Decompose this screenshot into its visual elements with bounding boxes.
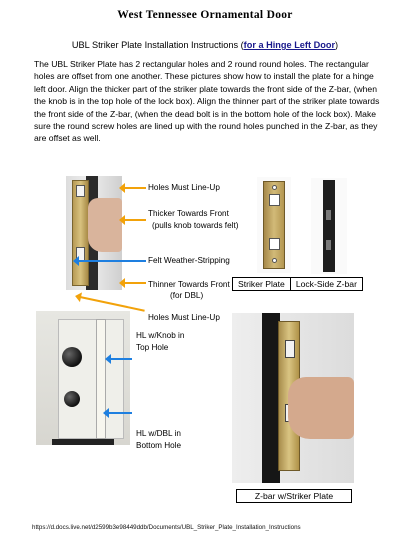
label-thinner-line2: (for DBL) xyxy=(170,291,204,300)
door-shape xyxy=(58,319,124,439)
knob-shape xyxy=(62,347,82,367)
arrow-thicker xyxy=(124,219,146,221)
label-thinner-line1: Thinner Towards Front xyxy=(148,280,230,289)
subtitle-highlight: for a Hinge Left Door xyxy=(243,40,336,50)
door-edge-shape xyxy=(96,319,106,439)
label-holes-bottom: Holes Must Line-Up xyxy=(148,313,220,322)
striker-plate-shape xyxy=(72,180,89,286)
deadbolt-shape xyxy=(64,391,80,407)
arrow-knob xyxy=(110,358,132,360)
arrow-felt xyxy=(78,260,146,262)
hand-shape xyxy=(88,198,122,252)
document-title: West Tennessee Ornamental Door xyxy=(117,9,293,21)
document-subtitle xyxy=(0,40,410,50)
label-dbl-line1: HL w/DBL in xyxy=(136,429,181,438)
label-knob-line1: HL w/Knob in xyxy=(136,331,185,340)
caption-lock-side-zbar: Lock-Side Z-bar xyxy=(291,277,363,291)
arrow-dbl xyxy=(108,412,132,414)
hand-shape xyxy=(288,377,354,439)
footer-url: https://d.docs.live.net/d2599b3e98449ddb/Documents/UBL_Striker_Plate_Installation_Instructions xyxy=(32,524,301,531)
subtitle-suffix: ) xyxy=(335,40,339,50)
label-dbl-line2: Bottom Hole xyxy=(136,441,182,450)
label-felt: Felt Weather-Stripping xyxy=(148,256,230,265)
installed-plate-photo xyxy=(66,176,122,290)
instructions-paragraph: The UBL Striker Plate has 2 rectangular holes and 2 round round holes. The rectangular holes are offset from one another. These pictures show how to install the plate for a hinge left door. Align the thicker part of the striker plate towards the front side of the Z-bar, (when the knob is in the top hole of the lock box). Align the thinner part of the striker plate towards the front side of the Z-bar, (when the dead bolt is in the bottom hole of the lock box). Make sure the round screw holes are lined up with the round holes punched in the Z-bar, as they are offset as well. xyxy=(34,59,380,144)
arrow-thinner xyxy=(124,282,146,284)
subtitle-prefix: UBL Striker Plate Installation Instructions ( xyxy=(71,40,244,50)
arrow-holes-bottom xyxy=(80,296,145,312)
striker-plate-photo xyxy=(257,177,291,273)
label-holes-top: Holes Must Line-Up xyxy=(148,183,220,192)
zbar-with-plate-photo xyxy=(232,313,354,483)
lock-side-zbar-photo xyxy=(311,178,347,274)
label-knob-line2: Top Hole xyxy=(136,343,169,352)
arrow-holes-top xyxy=(124,187,146,189)
label-thicker-line2: (pulls knob towards felt) xyxy=(152,221,239,230)
door-lock-photo xyxy=(36,311,130,445)
caption-striker-plate: Striker Plate xyxy=(232,277,291,291)
caption-zbar-with-plate: Z-bar w/Striker Plate xyxy=(236,489,352,503)
floor-stand-shape xyxy=(52,439,114,445)
label-thicker-line1: Thicker Towards Front xyxy=(148,209,229,218)
product-caption-table xyxy=(232,277,363,291)
zbar-shape xyxy=(323,180,335,272)
striker-plate-shape xyxy=(263,181,285,269)
